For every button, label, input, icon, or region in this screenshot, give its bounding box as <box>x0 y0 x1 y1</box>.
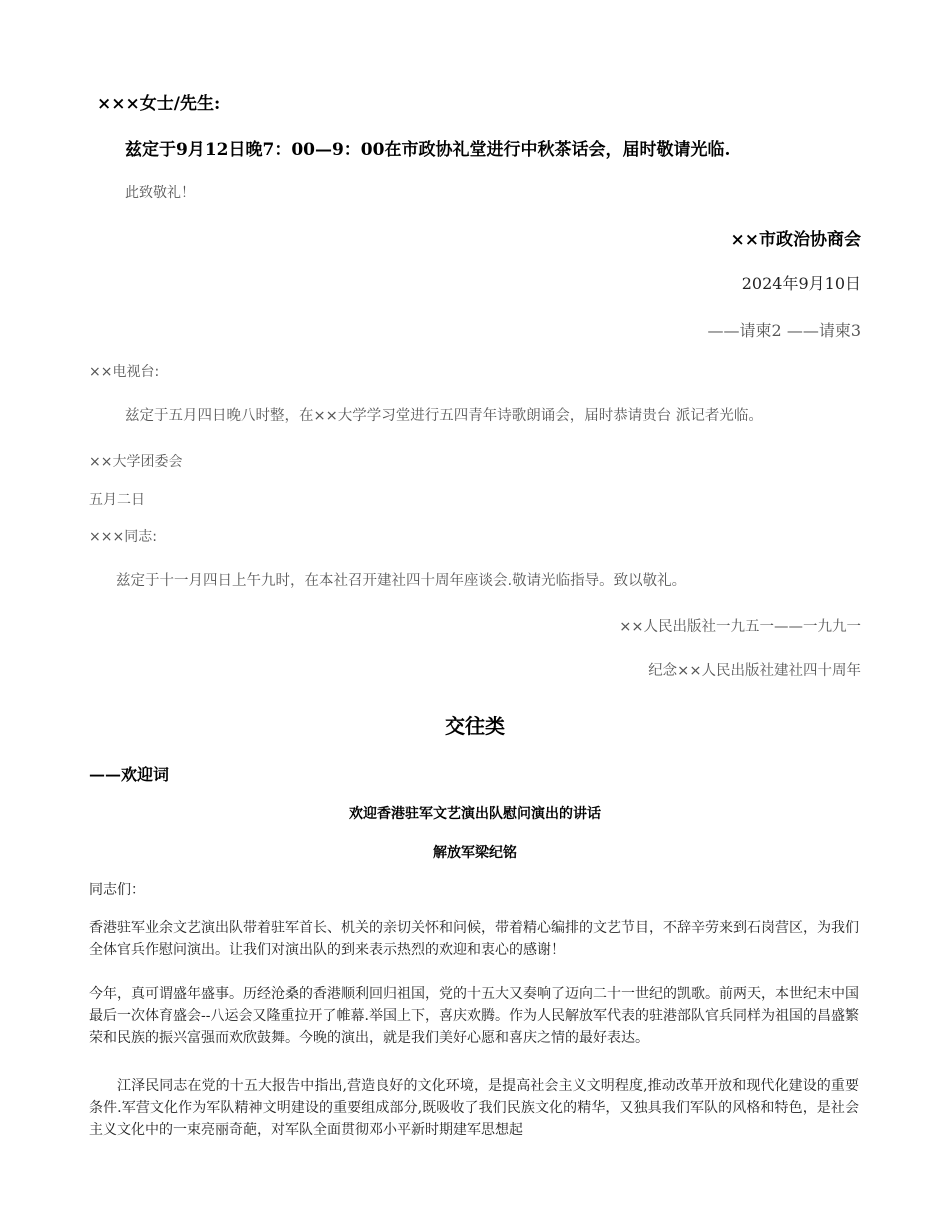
section-subtitle: ——欢迎词 <box>89 765 170 784</box>
speech-title: 欢迎香港驻军文艺演出队慰问演出的讲话 <box>349 806 601 822</box>
invitation1-salutation: ×××女士/先生: <box>97 94 221 114</box>
speech-paragraph-3: 江泽民同志在党的十五大报告中指出,营造良好的文化环境，是提高社会主义文明程度,推动改革开放和现代化建设的重要条件.军营文化作为军队精神文明建设的重要组成部分,既吸收了我们民族文化的精华，又独具我们军队的风格和特色，是社会主义文化中的一束亮丽奇葩，对军队全面贯彻邓小平新时期建军思想起 <box>89 1078 859 1138</box>
invitation2-date: 五月二日 <box>89 492 145 508</box>
invitation2-salutation: ××电视台: <box>89 364 160 380</box>
speech-paragraph-2: 今年，真可谓盛年盛事。历经沧桑的香港顺利回归祖国，党的十五大又奏响了迈向二十一世纪的凯歌。前两天，本世纪末中国最后一次体育盛会--八运会又隆重拉开了帷幕.举国上下，喜庆欢腾。作为人民解放军代表的驻港部队官兵同样为祖国的昌盛繁荣和民族的振兴富强而欢欣鼓舞。今晚的演出，就是我们美好心愿和喜庆之情的最好表达。 <box>89 986 859 1046</box>
invitation3-salutation: ×××同志: <box>89 529 157 545</box>
invitation2-body: 兹定于五月四日晚八时整，在××大学学习堂进行五四青年诗歌朗诵会，届时恭请贵台 派记者光临。 <box>125 408 763 424</box>
invitation1-body: 兹定于9月12日晚7：00—9：00在市政协礼堂进行中秋茶话会，届时敬请光临. <box>125 140 731 160</box>
invitation2-sender: ××大学团委会 <box>89 454 183 470</box>
invitation1-caption: ——请柬2 ——请柬3 <box>707 321 861 340</box>
section-title: 交往类 <box>445 714 505 738</box>
invitation3-note: 纪念××人民出版社建社四十周年 <box>648 663 861 679</box>
speech-paragraph-1: 香港驻军业余文艺演出队带着驻军首长、机关的亲切关怀和问候，带着精心编排的文艺节目，不辞辛劳来到石岗营区，为我们全体官兵作慰问演出。让我们对演出队的到来表示热烈的欢迎和衷心的感谢！ <box>89 920 859 958</box>
speech-author: 解放军梁纪铭 <box>433 845 517 861</box>
invitation1-date: 2024年9月10日 <box>741 274 861 293</box>
invitation3-body: 兹定于十一月四日上午九时，在本社召开建社四十周年座谈会.敬请光临指导。致以敬礼。 <box>116 573 687 589</box>
invitation1-closing: 此致敬礼！ <box>125 185 195 201</box>
invitation1-sender: ××市政治协商会 <box>730 230 861 250</box>
speech-salutation: 同志们： <box>89 882 145 898</box>
invitation3-sender: ××人民出版社一九五一——一九九一 <box>619 619 861 635</box>
